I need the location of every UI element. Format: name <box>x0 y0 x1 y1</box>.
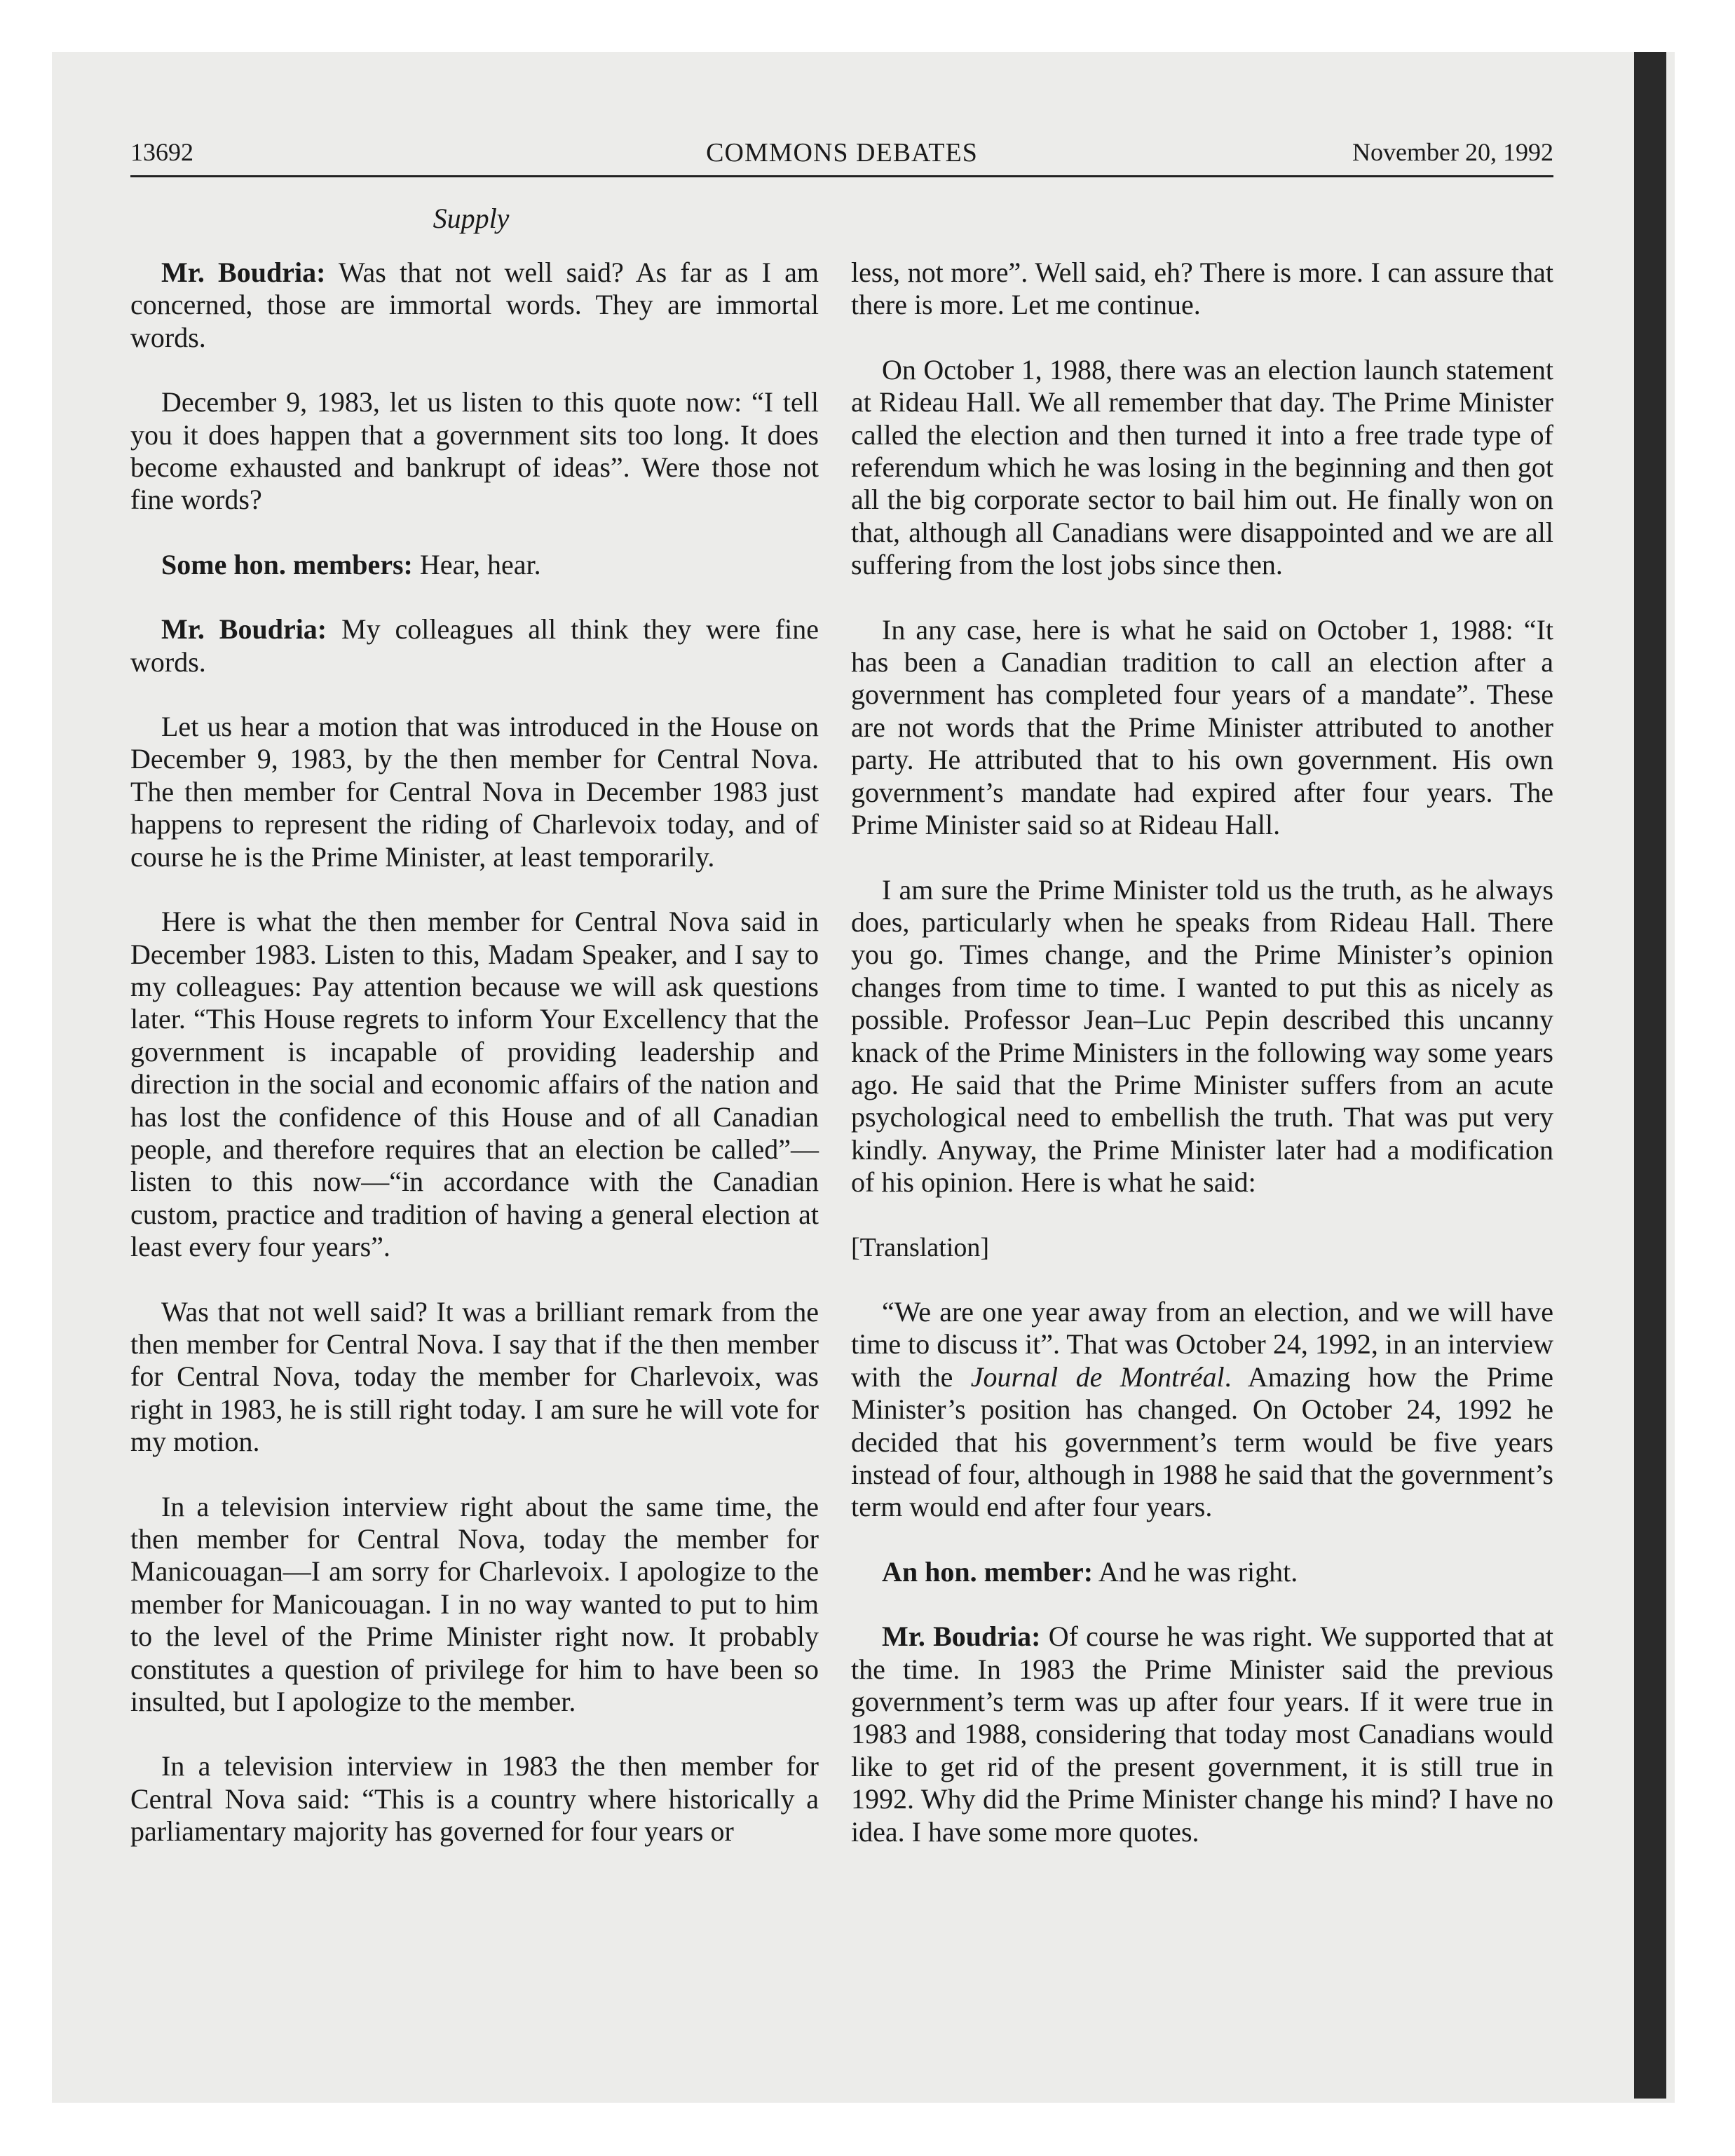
paragraph-text: Hear, hear. <box>412 548 541 580</box>
paragraph: December 9, 1983, let us listen to this quote now: “I tell you it does happen that a government sits too long. It does become exhausted and bankrupt of ideas”. Were those not fine words? <box>130 386 819 516</box>
paragraph <box>851 1621 1553 1848</box>
paragraph: On October 1, 1988, there was an election launch statement at Rideau Hall. We all remember that day. The Prime Minister called the election and then turned it into a free trade type of referendum which he was losing in the beginning and then got all the big corporate sector to bail him out. He finally won on that, although all Canadians were disappointed and we are all suffering from the lost jobs since then. <box>851 353 1553 581</box>
page-header <box>130 137 1553 174</box>
paragraph: Here is what the then member for Central Nova said in December 1983. Listen to this, Madam Speaker, and I say to my colleagues: Pay attention because we will ask questions later. “This House regrets to inform Your Excellency that the government is incapable of providing leadership and direction in the social and economic affairs of the nation and has lost the confidence of this House and of all Canadian people, and therefore requires that an election be called”—listen to this now—“in accordance with the Canadian custom, practice and tradition of having a general election at least every four years”. <box>130 906 819 1263</box>
speaker-name: Mr. Boudria: <box>882 1621 1041 1653</box>
translation-label: [Translation] <box>851 1232 990 1262</box>
paragraph: In any case, here is what he said on October 1, 1988: “It has been a Canadian tradition to call an election after a government has completed four years of a mandate”. These are not words that the Prime Minister attributed to another party. He attributed that to his own government. His own government’s mandate had expired after four years. The Prime Minister said so at Rideau Hall. <box>851 613 1553 841</box>
section-title: Supply <box>433 203 510 234</box>
paragraph <box>851 1296 1553 1524</box>
right-column <box>851 257 1553 1881</box>
paragraph <box>130 549 819 581</box>
newspaper-title: Journal de Montréal <box>970 1360 1225 1393</box>
issue-date: November 20, 1992 <box>1352 138 1553 166</box>
paragraph-text: My colleagues all think they were fine words. <box>130 613 819 678</box>
paragraph: Was that not well said? It was a brilliant remark from the then member for Central Nova. I say that if the then member for Central Nova, today the member for Charlevoix, was right in 1983, he is still right today. I am sure he will vote for my motion. <box>130 1295 819 1458</box>
paragraph: Let us hear a motion that was introduced in the House on December 9, 1983, by the then member for Central Nova. The then member for Central Nova in December 1983 just happens to represent the riding of Charlevoix today, and of course he is the Prime Minister, at least temporarily. <box>130 711 819 873</box>
paragraph <box>851 1556 1553 1588</box>
speaker-name: Mr. Boudria: <box>161 257 326 288</box>
paragraph-text: “We are one year away from an election, and we will have time to discuss it”. That was October 24, 1992, in an interview with the <box>851 1295 1553 1393</box>
speaker-name: Mr. Boudria: <box>161 613 327 646</box>
header-rule <box>130 175 1553 177</box>
paragraph-text: Of course he was right. We supported that at the time. In 1983 the Prime Minister said the previous government’s term was up after four years. If it were true in 1983 and 1988, considering that today most Canadians would like to get rid of the present government, it is still true in 1992. Why did the Prime Minister change his mind? I have no idea. I have some more quotes. <box>851 1621 1553 1848</box>
paragraph <box>130 613 819 678</box>
paragraph <box>130 257 819 354</box>
paragraph: I am sure the Prime Minister told us the truth, as he always does, particularly when he speaks from Rideau Hall. There you go. Times change, and the Prime Minister’s opinion changes from time to time. I wanted to put this as nicely as possible. Professor Jean–Luc Pepin described this uncanny knack of the Prime Ministers in the following way some years ago. He said that the Prime Minister suffers from an acute psychological need to embellish the truth. That was put very kindly. Anyway, the Prime Minister later had a modification of his opinion. Here is what he said: <box>851 873 1553 1199</box>
left-column <box>130 257 819 1881</box>
scan-edge-shadow <box>1634 52 1666 2099</box>
journal-title: COMMONS DEBATES <box>706 138 978 168</box>
paragraph: In a television interview right about the same time, the then member for Central Nova, today the member for Manicouagan—I am sorry for Charlevoix. I apologize to the member for Manicouagan. I in no way wanted to put to him to the level of the Prime Minister right now. It probably constitutes a question of privilege for him to have been so insulted, but I apologize to the member. <box>130 1490 819 1718</box>
page-number: 13692 <box>130 138 193 166</box>
paragraph-text: And he was right. <box>1093 1555 1298 1588</box>
translation-marker <box>851 1231 1553 1264</box>
paragraph-continued: less, not more”. Well said, eh? There is more. I can assure that there is more. Let me continue. <box>851 257 1553 321</box>
paragraph-text: Was that not well said? As far as I am concerned, those are immortal words. They are immortal words. <box>130 257 819 353</box>
paragraph: In a television interview in 1983 the then member for Central Nova said: “This is a country where historically a parliamentary majority has governed for four years or <box>130 1750 819 1848</box>
speaker-name: Some hon. members: <box>161 548 413 580</box>
speaker-name: An hon. member: <box>882 1555 1094 1588</box>
paragraph-text: . Amazing how the Prime Minister’s position has changed. On October 24, 1992 he decided that his government’s term would be five years instead of four, although in 1988 he said that the government’s term would end after four years. <box>851 1360 1554 1523</box>
